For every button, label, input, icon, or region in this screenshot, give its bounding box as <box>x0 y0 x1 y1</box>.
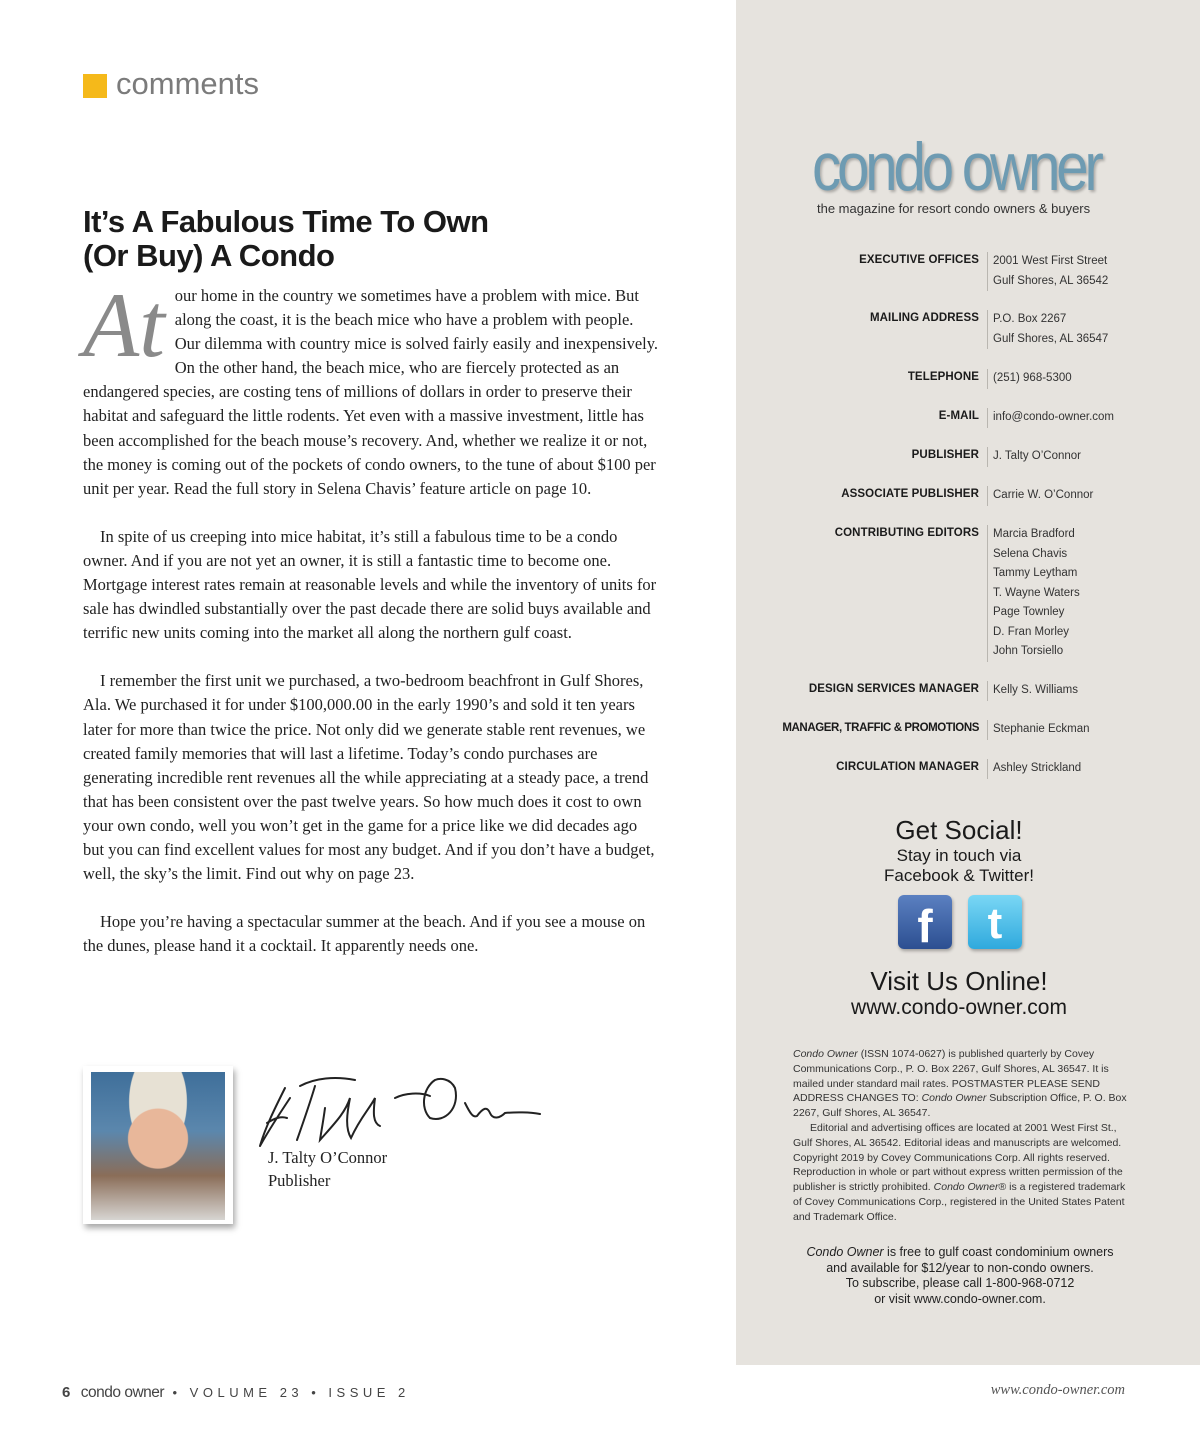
page-number: 6 <box>62 1384 71 1401</box>
masthead-label: ASSOCIATE PUBLISHER <box>841 488 979 500</box>
masthead-value: 2001 West First Street <box>993 255 1108 267</box>
masthead-values <box>987 759 1180 779</box>
legal-italic: Condo Owner <box>921 1092 987 1105</box>
publisher-title: Publisher <box>268 1171 331 1190</box>
masthead-values <box>987 720 1180 740</box>
masthead-values <box>987 486 1180 506</box>
masthead-row-executive-offices <box>740 252 1180 310</box>
masthead-label: TELEPHONE <box>907 371 979 383</box>
subscribe-line-3: To subscribe, please call 1-800-968-0712 <box>845 1276 1075 1291</box>
masthead-value: Tammy Leytham <box>993 567 1078 579</box>
masthead <box>740 252 1180 798</box>
masthead-values <box>987 310 1180 349</box>
masthead-value: T. Wayne Waters <box>993 586 1080 599</box>
masthead-value: Marcia Bradford <box>993 528 1075 540</box>
legal-italic: Condo Owner <box>793 1048 858 1060</box>
subscribe-info <box>760 1245 1160 1307</box>
subscribe-line-4: or visit www.condo-owner.com. <box>874 1291 1046 1306</box>
masthead-value: Gulf Shores, AL 36542 <box>993 274 1109 287</box>
twitter-icon[interactable]: t <box>968 895 1022 949</box>
article-title-line-1: It’s A Fabulous Time To Own <box>83 204 489 239</box>
masthead-value: Ashley Strickland <box>993 762 1082 774</box>
footer-url[interactable]: www.condo-owner.com <box>990 1382 1125 1398</box>
section-square-icon <box>83 74 107 98</box>
masthead-value: P.O. Box 2267 <box>993 313 1067 325</box>
masthead-label: DESIGN SERVICES MANAGER <box>808 683 979 695</box>
article-body <box>83 274 661 982</box>
masthead-row-telephone <box>740 369 1180 408</box>
masthead-values <box>987 408 1180 428</box>
article-paragraph-1-text: our home in the country we sometimes have a problem with mice. But along the coast, it is the beach mice who have a problem with people. Our dilemma with country mice is solved fairly easily and inexpensively. On the other hand, the beach mice, who are fiercely protected as an endangered species, are costing tens of millions of dollars in order to preserve their habitat and safeguard the little rodents. Yet even with a massive investment, little has been accomplished for the beach mouse’s recovery. And, whether we realize it or not, the money is coming out of the pockets of condo owners, to the tune of about $100 per unit per year. Read the full story in Selena Chavis’ feature article on page 10. <box>83 286 659 498</box>
magazine-tagline: the magazine for resort condo owners & buyers <box>817 201 1091 216</box>
legal-text: ® is a registered trademark of Covey Communications Corp., registered in the United States Patent and Trademark Office. <box>793 1181 1126 1223</box>
legal-text: Subscription Office, P. O. Box 2267, Gulf Shores, AL 36547. <box>793 1092 1127 1120</box>
website-link[interactable]: www.condo-owner.com <box>851 996 1067 1019</box>
masthead-value: D. Fran Morley <box>993 625 1070 638</box>
masthead-values <box>987 525 1180 662</box>
social-line-2: Facebook & Twitter! <box>884 866 1034 885</box>
masthead-label: PUBLISHER <box>911 449 979 461</box>
masthead-value: J. Talty O’Connor <box>993 450 1081 462</box>
visit-online-title: Visit Us Online! <box>870 966 1048 996</box>
masthead-value: John Torsiello <box>993 645 1064 657</box>
article-title-line-2: (Or Buy) A Condo <box>83 238 335 273</box>
legal-paragraph-1 <box>793 1047 1127 1121</box>
article-paragraph-1 <box>83 274 661 501</box>
footer-brand: condo owner <box>80 1384 165 1401</box>
subscribe-line-2: and available for $12/year to non-condo owners. <box>826 1260 1094 1275</box>
subscribe-text: is free to gulf coast condominium owners <box>883 1245 1114 1259</box>
masthead-row-email <box>740 408 1180 447</box>
legal-text: (ISSN 1074-0627) is published quarterly by Covey Communications Corp., P. O. Box 2267, Gulf Shores, AL 36547. It is mailed under standard mail rates. POSTMASTER PLEASE SEND ADDRESS CHANGES TO: <box>793 1048 1109 1105</box>
section-label: comments <box>116 66 259 101</box>
masthead-row-publisher <box>740 447 1180 486</box>
facebook-icon[interactable]: f <box>898 895 952 949</box>
legal-paragraph-2 <box>793 1121 1127 1225</box>
article-title <box>83 205 643 273</box>
masthead-value: Stephanie Eckman <box>993 723 1090 735</box>
masthead-values <box>987 681 1180 701</box>
masthead-value: (251) 968-5300 <box>993 372 1072 384</box>
masthead-value: Gulf Shores, AL 36547 <box>993 332 1109 345</box>
masthead-value: Page Townley <box>993 606 1065 618</box>
publisher-photo-frame <box>83 1066 233 1224</box>
legal-italic: Condo Owner <box>933 1181 999 1194</box>
masthead-row-contributing-editors <box>740 525 1180 681</box>
masthead-value: info@condo-owner.com <box>993 411 1114 423</box>
masthead-label: CIRCULATION MANAGER <box>836 761 979 773</box>
legal-notice <box>793 1047 1127 1225</box>
article-paragraph-3: I remember the first unit we purchased, a two-bedroom beachfront in Gulf Shores, Ala. We purchased it for under $100,000.00 in the early 1990’s and sold it ten years later for more than twice the price. Not only did we generate stable rent revenues, we created family memories that will last a lifetime. Today’s condo purchases are generating incredible rent revenues all the while appreciating at a steady pace, a trend that has been consistent over the past twelve years. So how much does it cost to own your own condo, well you won’t get in the game for a price like we did decades ago but you can find excellent values for most any budget. And if you don’t have a budget, well, the sky’s the limit. Find out why on page 23. <box>83 671 655 884</box>
masthead-row-mailing-address <box>740 310 1180 369</box>
masthead-value: Carrie W. O’Connor <box>993 489 1094 501</box>
social-title: Get Social! <box>895 815 1023 845</box>
subscribe-line-1 <box>760 1245 1160 1261</box>
masthead-row-associate-publisher <box>740 486 1180 525</box>
publisher-signature <box>255 1068 545 1158</box>
magazine-logo: condo owner <box>812 129 1100 205</box>
masthead-row-design-services <box>740 681 1180 720</box>
masthead-label: CONTRIBUTING EDITORS <box>834 527 979 539</box>
masthead-values <box>987 447 1180 467</box>
footer-volume-issue: • VOLUME 23 • ISSUE 2 <box>172 1385 410 1400</box>
publisher-photo <box>91 1072 225 1220</box>
masthead-values <box>987 252 1180 291</box>
masthead-values <box>987 369 1180 389</box>
subscribe-italic: Condo Owner <box>806 1245 884 1259</box>
publisher-name: J. Talty O’Connor <box>268 1148 388 1167</box>
masthead-label: E-MAIL <box>938 410 979 422</box>
drop-cap: At <box>83 274 165 376</box>
legal-text: Editorial and advertising offices are located at 2001 West First St., Gulf Shores, AL 36542. Editorial ideas and manuscripts are welcomed. Copyright 2019 by Covey Communications Corp. All rights reserved. Reproduction in whole or part without express written permission of the publisher is strictly prohibited. <box>793 1121 1123 1194</box>
article-paragraph-2: In spite of us creeping into mice habitat, it’s still a fabulous time to be a condo owner. And if you are not yet an owner, it is still a fantastic time to become one. Mortgage interest rates remain at reasonable levels and while the inventory of units for sale has dwindled substantially over the past decade there are solid buys available and terrific new units coming into the market all along the northern gulf coast. <box>83 526 657 643</box>
footer-folio <box>62 1384 410 1402</box>
masthead-label: EXECUTIVE OFFICES <box>859 254 979 266</box>
article-paragraph-4: Hope you’re having a spectacular summer at the beach. And if you see a mouse on the dunes, please hand it a cocktail. It apparently needs one. <box>83 912 646 956</box>
masthead-value: Selena Chavis <box>993 547 1068 560</box>
masthead-row-circulation <box>740 759 1180 798</box>
masthead-label: MAILING ADDRESS <box>869 312 979 324</box>
masthead-row-traffic-promotions <box>740 720 1180 759</box>
social-line-1: Stay in touch via <box>896 846 1022 865</box>
social-subtitle <box>736 846 1182 886</box>
masthead-value: Kelly S. Williams <box>993 684 1078 696</box>
masthead-label: MANAGER, TRAFFIC & PROMOTIONS <box>782 722 979 734</box>
